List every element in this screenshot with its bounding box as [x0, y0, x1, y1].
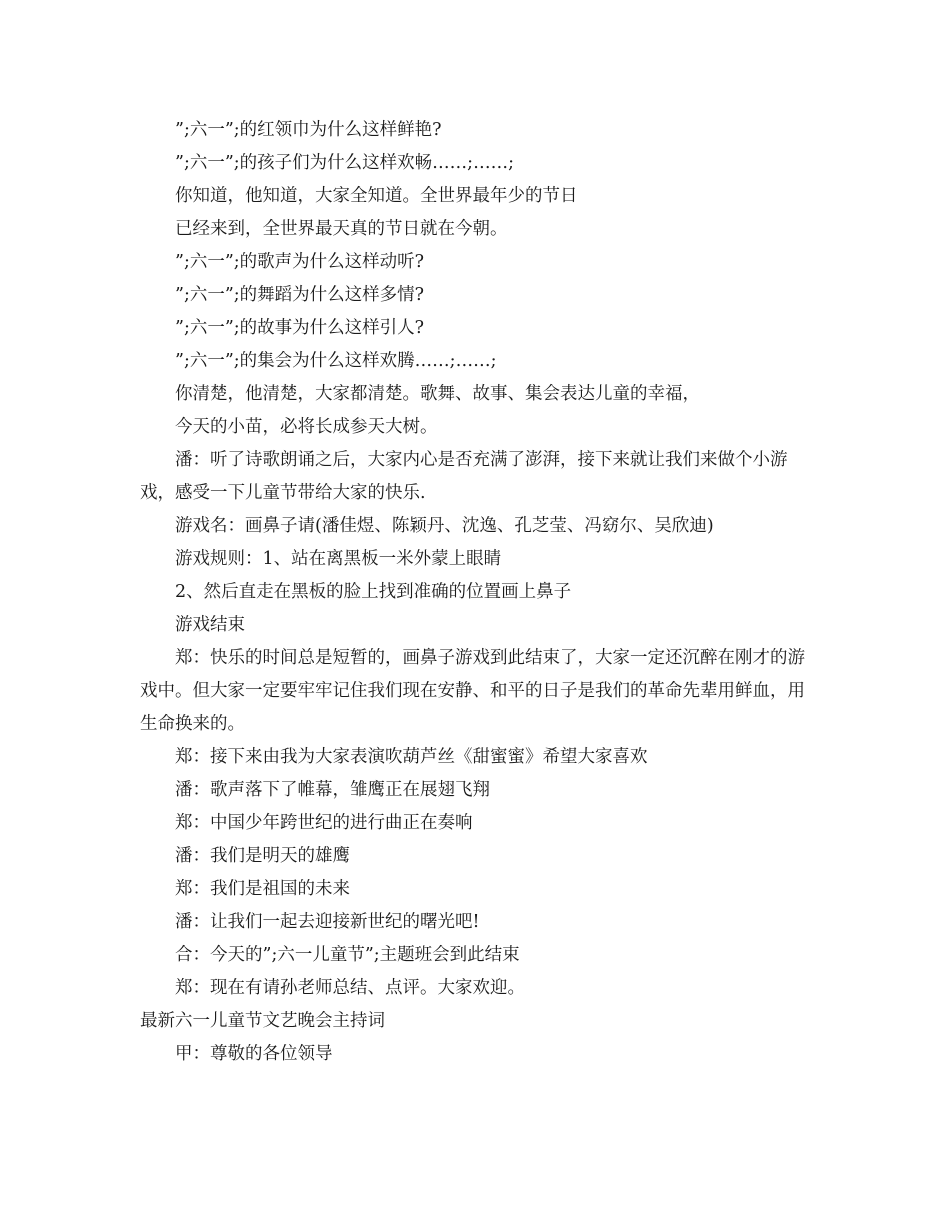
paragraph-10: 今天的小苗，必将长成参天大树。: [175, 417, 438, 437]
paragraph-13: 游戏规则：1、站在离黑板一米外蒙上眼睛: [175, 549, 502, 569]
paragraph-7: ”;六一”;的故事为什么这样引人?: [175, 318, 425, 338]
paragraph-26: 甲：尊敬的各位领导: [175, 1044, 333, 1064]
document-body: [140, 114, 812, 1071]
paragraph-17: 郑：接下来由我为大家表演吹葫芦丝《甜蜜蜜》希望大家喜欢: [175, 747, 648, 767]
paragraph-18: 潘：歌声落下了帷幕，雏鹰正在展翅飞翔: [175, 780, 490, 800]
paragraph-14: 2、然后直走在黑板的脸上找到准确的位置画上鼻子: [175, 582, 572, 602]
paragraph-16: 郑：快乐的时间总是短暂的，画鼻子游戏到此结束了，大家一定还沉醉在刚才的游戏中。但大家一定要牢牢记住我们现在安静、和平的日子是我们的革命先辈用鲜血，用生命换来的。: [140, 648, 805, 734]
paragraph-23: 合：今天的”;六一儿童节”;主题班会到此结束: [175, 945, 520, 965]
paragraph-8: ”;六一”;的集会为什么这样欢腾……;……;: [175, 351, 497, 371]
paragraph-9: 你清楚，他清楚，大家都清楚。歌舞、故事、集会表达儿童的幸福，: [175, 384, 700, 404]
paragraph-24: 郑：现在有请孙老师总结、点评。大家欢迎。: [175, 978, 525, 998]
paragraph-3: 你知道，他知道，大家全知道。全世界最年少的节日: [175, 186, 578, 206]
paragraph-21: 郑：我们是祖国的未来: [175, 879, 350, 899]
section-heading: 最新六一儿童节文艺晚会主持词: [140, 1011, 385, 1031]
paragraph-15: 游戏结束: [175, 615, 245, 635]
paragraph-1: ”;六一”;的红领巾为什么这样鲜艳?: [175, 120, 442, 140]
paragraph-22: 潘：让我们一起去迎接新世纪的曙光吧!: [175, 912, 480, 932]
paragraph-19: 郑：中国少年跨世纪的进行曲正在奏响: [175, 813, 473, 833]
paragraph-12: 游戏名：画鼻子请(潘佳煜、陈颖丹、沈逸、孔芝莹、冯窈尔、吴欣迪): [175, 516, 714, 536]
paragraph-20: 潘：我们是明天的雄鹰: [175, 846, 350, 866]
paragraph-6: ”;六一”;的舞蹈为什么这样多情?: [175, 285, 425, 305]
paragraph-11: 潘：听了诗歌朗诵之后，大家内心是否充满了澎湃，接下来就让我们来做个小游戏，感受一下儿童节带给大家的快乐.: [140, 450, 788, 503]
paragraph-2: ”;六一”;的孩子们为什么这样欢畅……;……;: [175, 153, 514, 173]
paragraph-5: ”;六一”;的歌声为什么这样动听?: [175, 252, 425, 272]
paragraph-4: 已经来到，全世界最天真的节日就在今朝。: [175, 219, 508, 239]
